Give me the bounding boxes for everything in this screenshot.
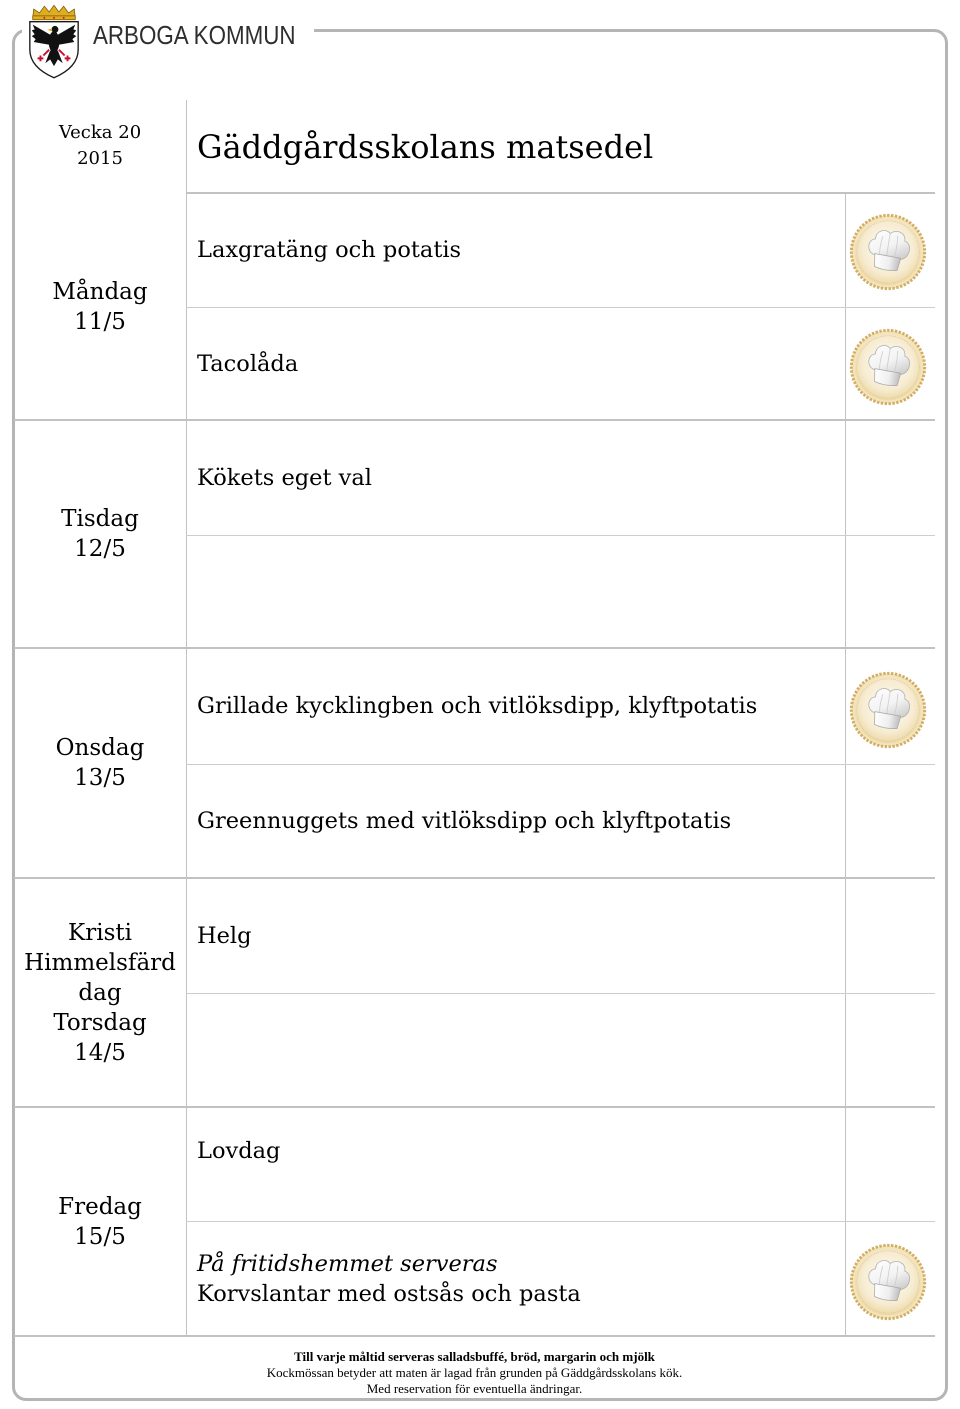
dish-cell: [197, 648, 837, 764]
coat-of-arms-icon: [25, 3, 83, 79]
dish-text: Laxgratäng och potatis: [197, 237, 462, 263]
dish-text: Helg: [197, 922, 252, 949]
footer-line: Kockmössan betyder att maten är lagad från grunden på Gäddgårdsskolans kök.: [266, 1365, 683, 1380]
dish-text: Kökets eget val: [197, 464, 372, 491]
dish-text: Tacolåda: [197, 350, 299, 377]
chef-hat-icon: [849, 671, 927, 749]
footer-notes: [14, 1349, 935, 1397]
week-year: 2015: [77, 148, 123, 169]
dish-text: Lovdag: [197, 1138, 281, 1164]
date: 11/5: [74, 308, 126, 335]
day-label: [14, 648, 186, 878]
dish-text: Greennuggets med vitlöksdipp och klyftpotatis: [197, 808, 732, 834]
footer-line: Med reservation för eventuella ändringar.: [366, 1381, 583, 1396]
week-cell: [14, 120, 186, 172]
footer-line: Till varje måltid serveras salladsbuffé, bröd, margarin och mjölk: [294, 1349, 655, 1364]
dish-divider: [186, 993, 935, 994]
weekday: Onsdag: [55, 735, 145, 761]
day-label: [14, 193, 186, 420]
dish-cell: [197, 1221, 837, 1336]
municipality-name: ARBOGA KOMMUN: [93, 20, 296, 50]
date: 13/5: [74, 765, 126, 791]
chef-hat-icon: [849, 1243, 927, 1321]
page-title: Gäddgårdsskolans matsedel: [197, 128, 654, 166]
dish-divider: [186, 535, 935, 536]
dish-cell: [197, 420, 837, 535]
dish-cell: [197, 878, 837, 993]
day-label: [14, 1107, 186, 1336]
week-label: Vecka 20: [58, 122, 142, 143]
day-column-divider: [186, 100, 187, 1336]
dish-note: På fritidshemmet serveras: [197, 1250, 498, 1277]
weekday: Fredag: [58, 1193, 142, 1220]
date: 15/5: [74, 1223, 126, 1250]
chef-hat-icon: [849, 328, 927, 406]
dish-cell: [197, 193, 837, 307]
holiday-name: Kristi Himmelsfärd dag: [24, 919, 176, 1006]
municipality-logo: [22, 0, 314, 84]
weekday: Måndag: [52, 278, 148, 305]
weekday: Torsdag: [53, 1009, 147, 1036]
dish-text: Grillade kycklingben och vitlöksdipp, klyftpotatis: [197, 693, 758, 719]
chef-hat-icon: [849, 213, 927, 291]
dish-cell: [197, 307, 837, 420]
dish-text: Korvslantar med ostsås och pasta: [197, 1280, 581, 1307]
dish-cell: [197, 764, 837, 878]
date: 14/5: [74, 1039, 126, 1066]
day-label: [14, 878, 186, 1107]
dish-cell: [197, 1107, 837, 1195]
weekday: Tisdag: [61, 506, 139, 532]
date: 12/5: [74, 536, 126, 562]
day-label: [14, 420, 186, 648]
